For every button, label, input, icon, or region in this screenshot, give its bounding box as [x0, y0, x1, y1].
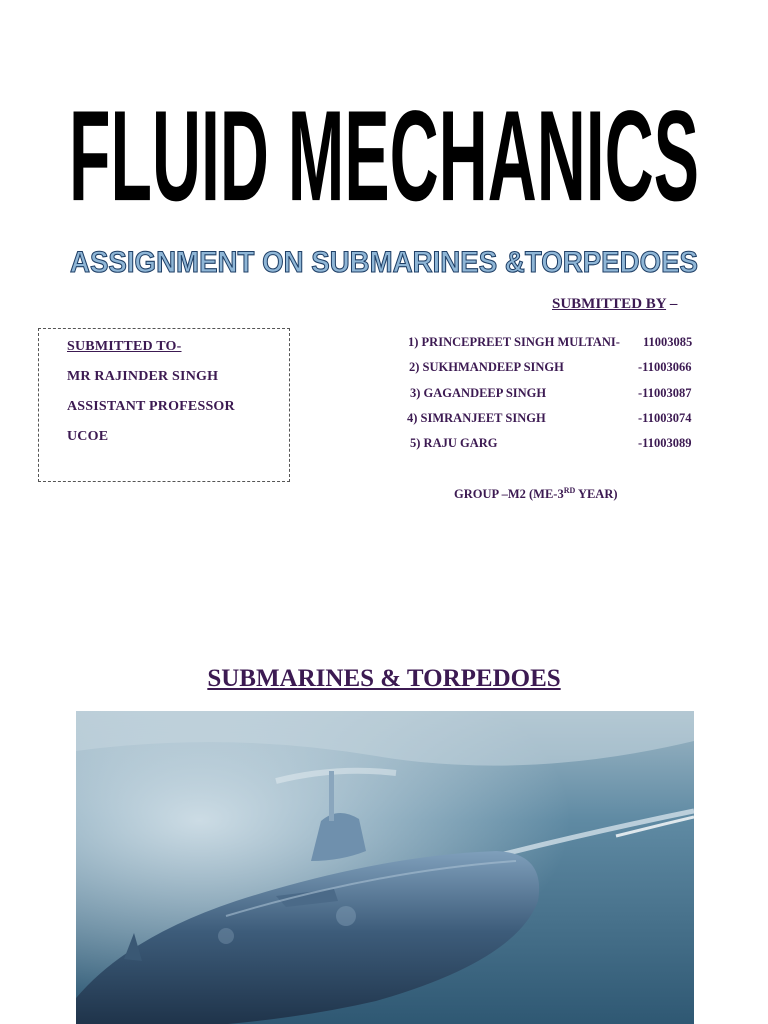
- member-3-roll: -11003087: [638, 386, 692, 400]
- institute-name: UCOE: [67, 429, 109, 444]
- group-info: [454, 486, 618, 502]
- section-title-text: SUBMARINES & TORPEDOES: [207, 665, 561, 692]
- document-subtitle: ASSIGNMENT ON SUBMARINES &TORPEDOES: [70, 246, 698, 279]
- member-2-roll: -11003066: [638, 360, 692, 374]
- group-sup: RD: [563, 486, 576, 495]
- submitted-to-heading: SUBMITTED TO-: [67, 339, 182, 354]
- member-3-name: 3) GAGANDEEP SINGH: [410, 386, 547, 400]
- submitted-by-label: SUBMITTED BY: [552, 296, 667, 312]
- section-title: [0, 665, 768, 693]
- submitted-by-heading: [552, 296, 677, 313]
- member-1-roll: 11003085: [643, 335, 693, 349]
- member-4-roll: -11003074: [638, 411, 692, 425]
- member-4-name: 4) SIMRANJEET SINGH: [407, 411, 546, 425]
- group-prefix: GROUP –M2 (ME-3: [454, 487, 564, 502]
- teacher-designation: ASSISTANT PROFESSOR: [67, 399, 235, 414]
- member-2-name: 2) SUKHMANDEEP SINGH: [409, 360, 564, 374]
- member-5-name: 5) RAJU GARG: [410, 436, 498, 450]
- subtitle-wordart: [0, 0, 768, 290]
- document-title: FLUID MECHANICS: [68, 83, 699, 228]
- member-1-name: 1) PRINCEPREET SINGH MULTANI-: [408, 335, 620, 349]
- teacher-name: MR RAJINDER SINGH: [67, 369, 219, 384]
- member-5-roll: -11003089: [638, 436, 692, 450]
- submarine-photo: [76, 711, 694, 1024]
- submitted-by-dash: –: [666, 296, 678, 312]
- group-suffix: YEAR): [575, 487, 618, 502]
